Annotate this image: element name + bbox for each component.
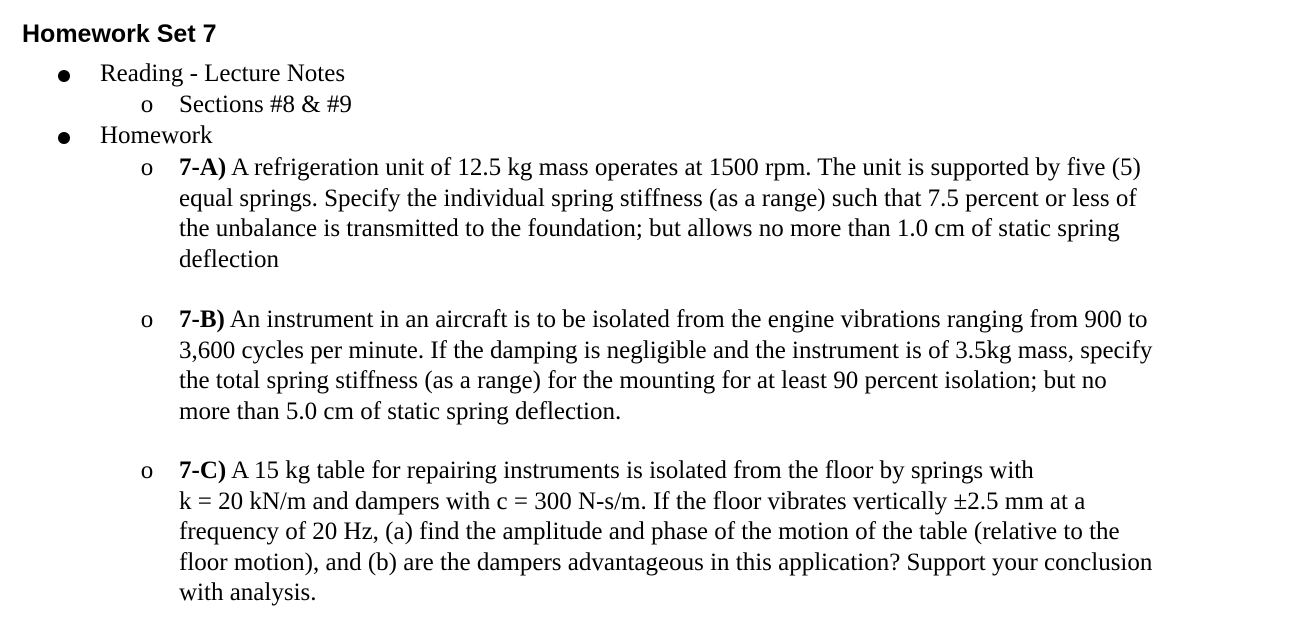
problem-line: with analysis. (179, 579, 317, 606)
bullet-dot (58, 70, 70, 82)
problem-text: A refrigeration unit of 12.5 kg mass operates at 1500 rpm. The unit is supported by five (5) (226, 154, 1141, 181)
reading-item: Reading - Lecture Notes (100, 60, 346, 87)
problem-line: 3,600 cycles per minute. If the damping is negligible and the instrument is of 3.5kg mass, specify (179, 336, 1153, 364)
problem-line: more than 5.0 cm of static spring deflection. (179, 397, 622, 425)
problem-7c (179, 456, 1229, 609)
problem-id: 7-C) (179, 457, 227, 484)
problem-line: the unbalance is transmitted to the foundation; but allows no more than 1.0 cm of static spring (179, 215, 1120, 242)
problem-line: frequency of 20 Hz, (a) find the amplitude and phase of the motion of the table (relative to the (179, 518, 1120, 545)
problem-text: An instrument in an aircraft is to be isolated from the engine vibrations ranging from 900 to (224, 306, 1148, 333)
problem-line: the total spring stiffness (as a range) for the mounting for at least 90 percent isolation; but no (179, 367, 1107, 394)
problem-line: floor motion), and (b) are the dampers advantageous in this application? Support your conclusion (179, 548, 1153, 576)
problem-line: equal springs. Specify the individual spring stiffness (as a range) such that 7.5 percent or less of (179, 184, 1137, 212)
problem-7a (179, 153, 1229, 275)
reading-sections-item: Sections #8 & #9 (179, 91, 352, 118)
sub-bullet-circle: o (140, 306, 154, 333)
problem-line (179, 153, 1229, 184)
problem-line (179, 305, 1229, 336)
sub-bullet-circle: o (140, 91, 154, 118)
bullet-dot (58, 132, 70, 144)
sub-bullet-circle: o (140, 457, 154, 484)
problem-line (179, 456, 1229, 487)
homework-item: Homework (100, 122, 213, 149)
problem-id: 7-B) (179, 306, 225, 333)
problem-7b (179, 305, 1229, 427)
sub-bullet-circle: o (140, 154, 154, 181)
problem-id: 7-A) (179, 154, 227, 181)
problem-line: deflection (179, 245, 279, 273)
problem-text: A 15 kg table for repairing instruments is isolated from the floor by springs with (226, 457, 1034, 484)
problem-line: k = 20 kN/m and dampers with c = 300 N-s/m. If the floor vibrates vertically ±2.5 mm at a (179, 487, 1086, 515)
page-title: Homework Set 7 (22, 20, 217, 48)
